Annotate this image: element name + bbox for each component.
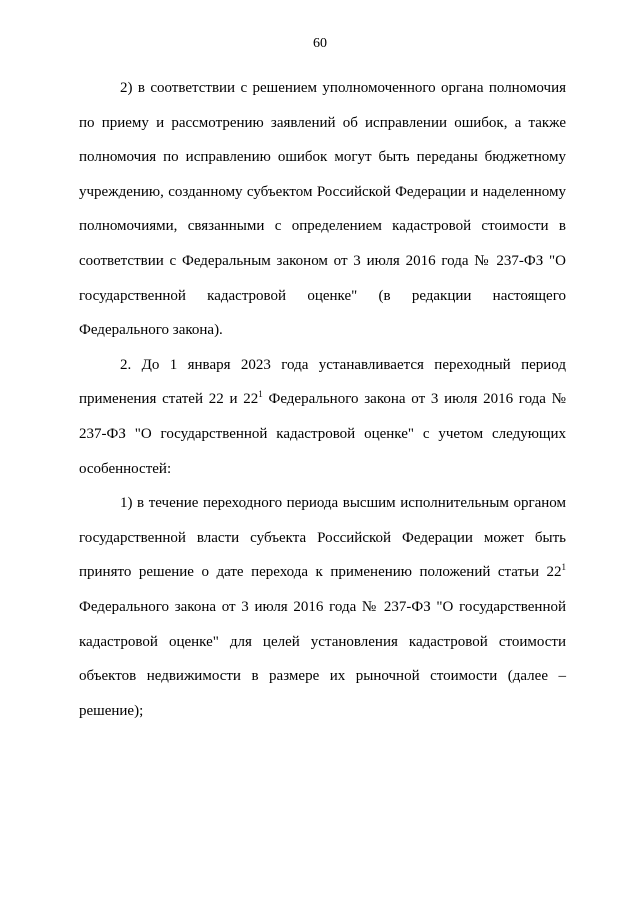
paragraph-text-part: Федерального закона от 3 июля 2016 года № 237-ФЗ "О государственной кадастровой оценке" с учетом следующих особенностей:	[79, 391, 566, 477]
paragraph-delegation-of-powers: 2) в соответствии с решением уполномоченного органа полномочия по приему и рассмотрению заявлений об исправлении ошибок, а также полномочия по исправлению ошибок могут быть переданы бюджетному учреждению, созданному субъектом Российской Федерации и наделенному полномочиями, связанными с определением кадастровой стоимости в соответствии с Федеральным законом от 3 июля 2016 года № 237-ФЗ "О государственной кадастровой оценке" (в редакции настоящего Федерального закона).	[79, 80, 566, 339]
page-number: 60	[313, 36, 327, 51]
paragraph-text-part: 1) в течение переходного периода высшим исполнительным органом государственной власти субъекта Российской Федерации может быть принято решение о дате перехода к применению положений статьи 22	[79, 495, 566, 581]
paragraph-transition-period	[79, 348, 566, 486]
paragraph-decision	[79, 486, 566, 728]
paragraph-text-part: Федерального закона от 3 июля 2016 года № 237-ФЗ "О государственной кадастровой оценке" для целей установления кадастровой стоимости объектов недвижимости в размере их рыночной стоимости (далее – решение);	[79, 598, 566, 719]
paragraph-text-part: 2. До 1 января 2023 года устанавливается переходный период применения статей 22 и 22	[79, 356, 566, 408]
document-body	[79, 71, 566, 728]
article-superscript: 1	[258, 389, 263, 400]
article-superscript: 1	[561, 562, 566, 573]
